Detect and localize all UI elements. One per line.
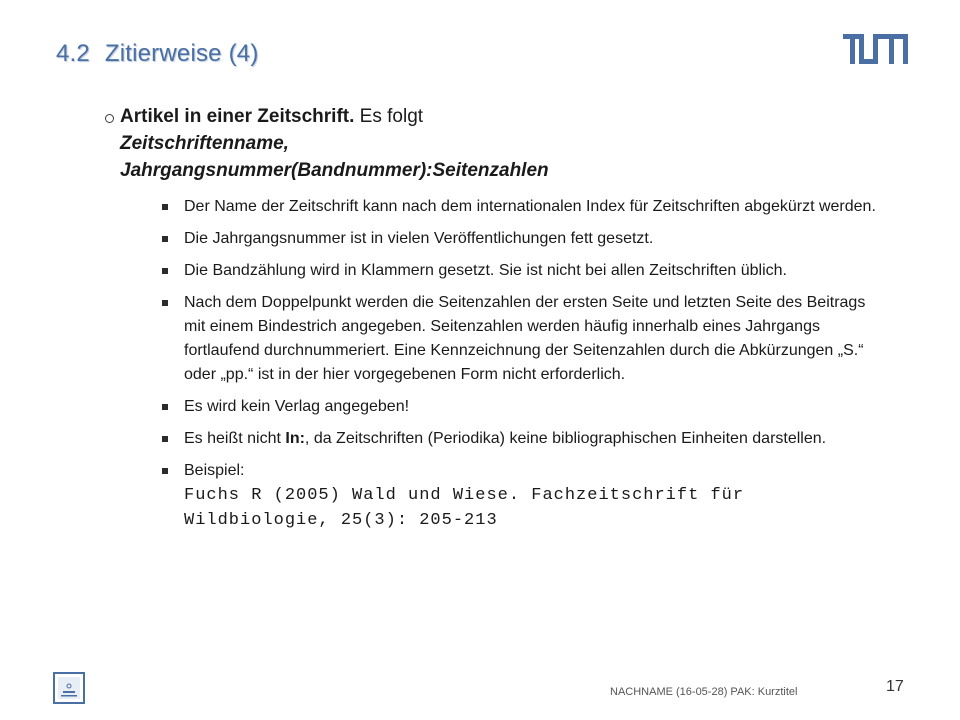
page-number: 17 [886,678,904,695]
level1-italic-1: Zeitschriftenname, [120,133,289,154]
list-item [184,459,884,533]
square-bullet-icon [162,204,168,210]
list-item [184,227,884,251]
title-text: Zitierweise (4) [104,40,259,67]
square-bullet-icon [162,236,168,242]
level1-item [120,103,840,184]
list-item [184,195,884,219]
tum-logo-icon [843,34,908,64]
example-citation: Fuchs R (2005) Wald und Wiese. Fachzeitschrift für Wildbiologie, 25(3): 205-213 [184,486,745,530]
level1-italic-2: Jahrgangsnummer(Bandnummer):Seitenzahlen [120,160,549,181]
list-item [184,259,884,283]
level1-plain: Es folgt [354,106,424,127]
bullet-text-bold: In: [285,430,305,447]
square-bullet-icon [162,404,168,410]
list-item [184,427,884,451]
square-bullet-icon [162,300,168,306]
bullet-text: Die Bandzählung wird in Klammern gesetzt. Sie ist nicht bei allen Zeitschriften üblich. [184,262,787,279]
bullet-list [184,195,884,541]
square-bullet-icon [162,436,168,442]
bullet-text: Die Jahrgangsnummer ist in vielen Veröffentlichungen fett gesetzt. [184,230,654,247]
bullet-text: Der Name der Zeitschrift kann nach dem internationalen Index für Zeitschriften abgekürzt werden. [184,198,876,215]
square-bullet-icon [162,468,168,474]
circle-bullet-icon [105,114,114,123]
footer-text: NACHNAME (16-05-28) PAK: Kurztitel [610,686,798,698]
tum-building-icon [53,672,85,704]
bullet-text: Es wird kein Verlag angegeben! [184,398,410,415]
list-item [184,395,884,419]
section-number: 4.2 [56,40,90,67]
bullet-text: Nach dem Doppelpunkt werden die Seitenzahlen der ersten Seite und letzten Seite des Beitrags mit einem Bindestrich angegeben. Seitenzahlen werden häufig innerhalb eines Jahrgangs fortlaufend durchnummeriert. Eine Kennzeichnung der Seitenzahlen durch die Abkürzungen „S.“ oder „pp.“ ist in der hier vorgegebenen Form nicht erforderlich. [184,294,866,383]
bullet-text-before: Es heißt nicht [184,430,286,447]
slide-title [56,40,259,68]
list-item [184,291,884,387]
bullet-text-after: , da Zeitschriften (Periodika) keine bibliographischen Einheiten darstellen. [304,430,827,447]
level1-bold: Artikel in einer Zeitschrift. [120,106,355,127]
example-label: Beispiel: [184,462,245,479]
square-bullet-icon [162,268,168,274]
